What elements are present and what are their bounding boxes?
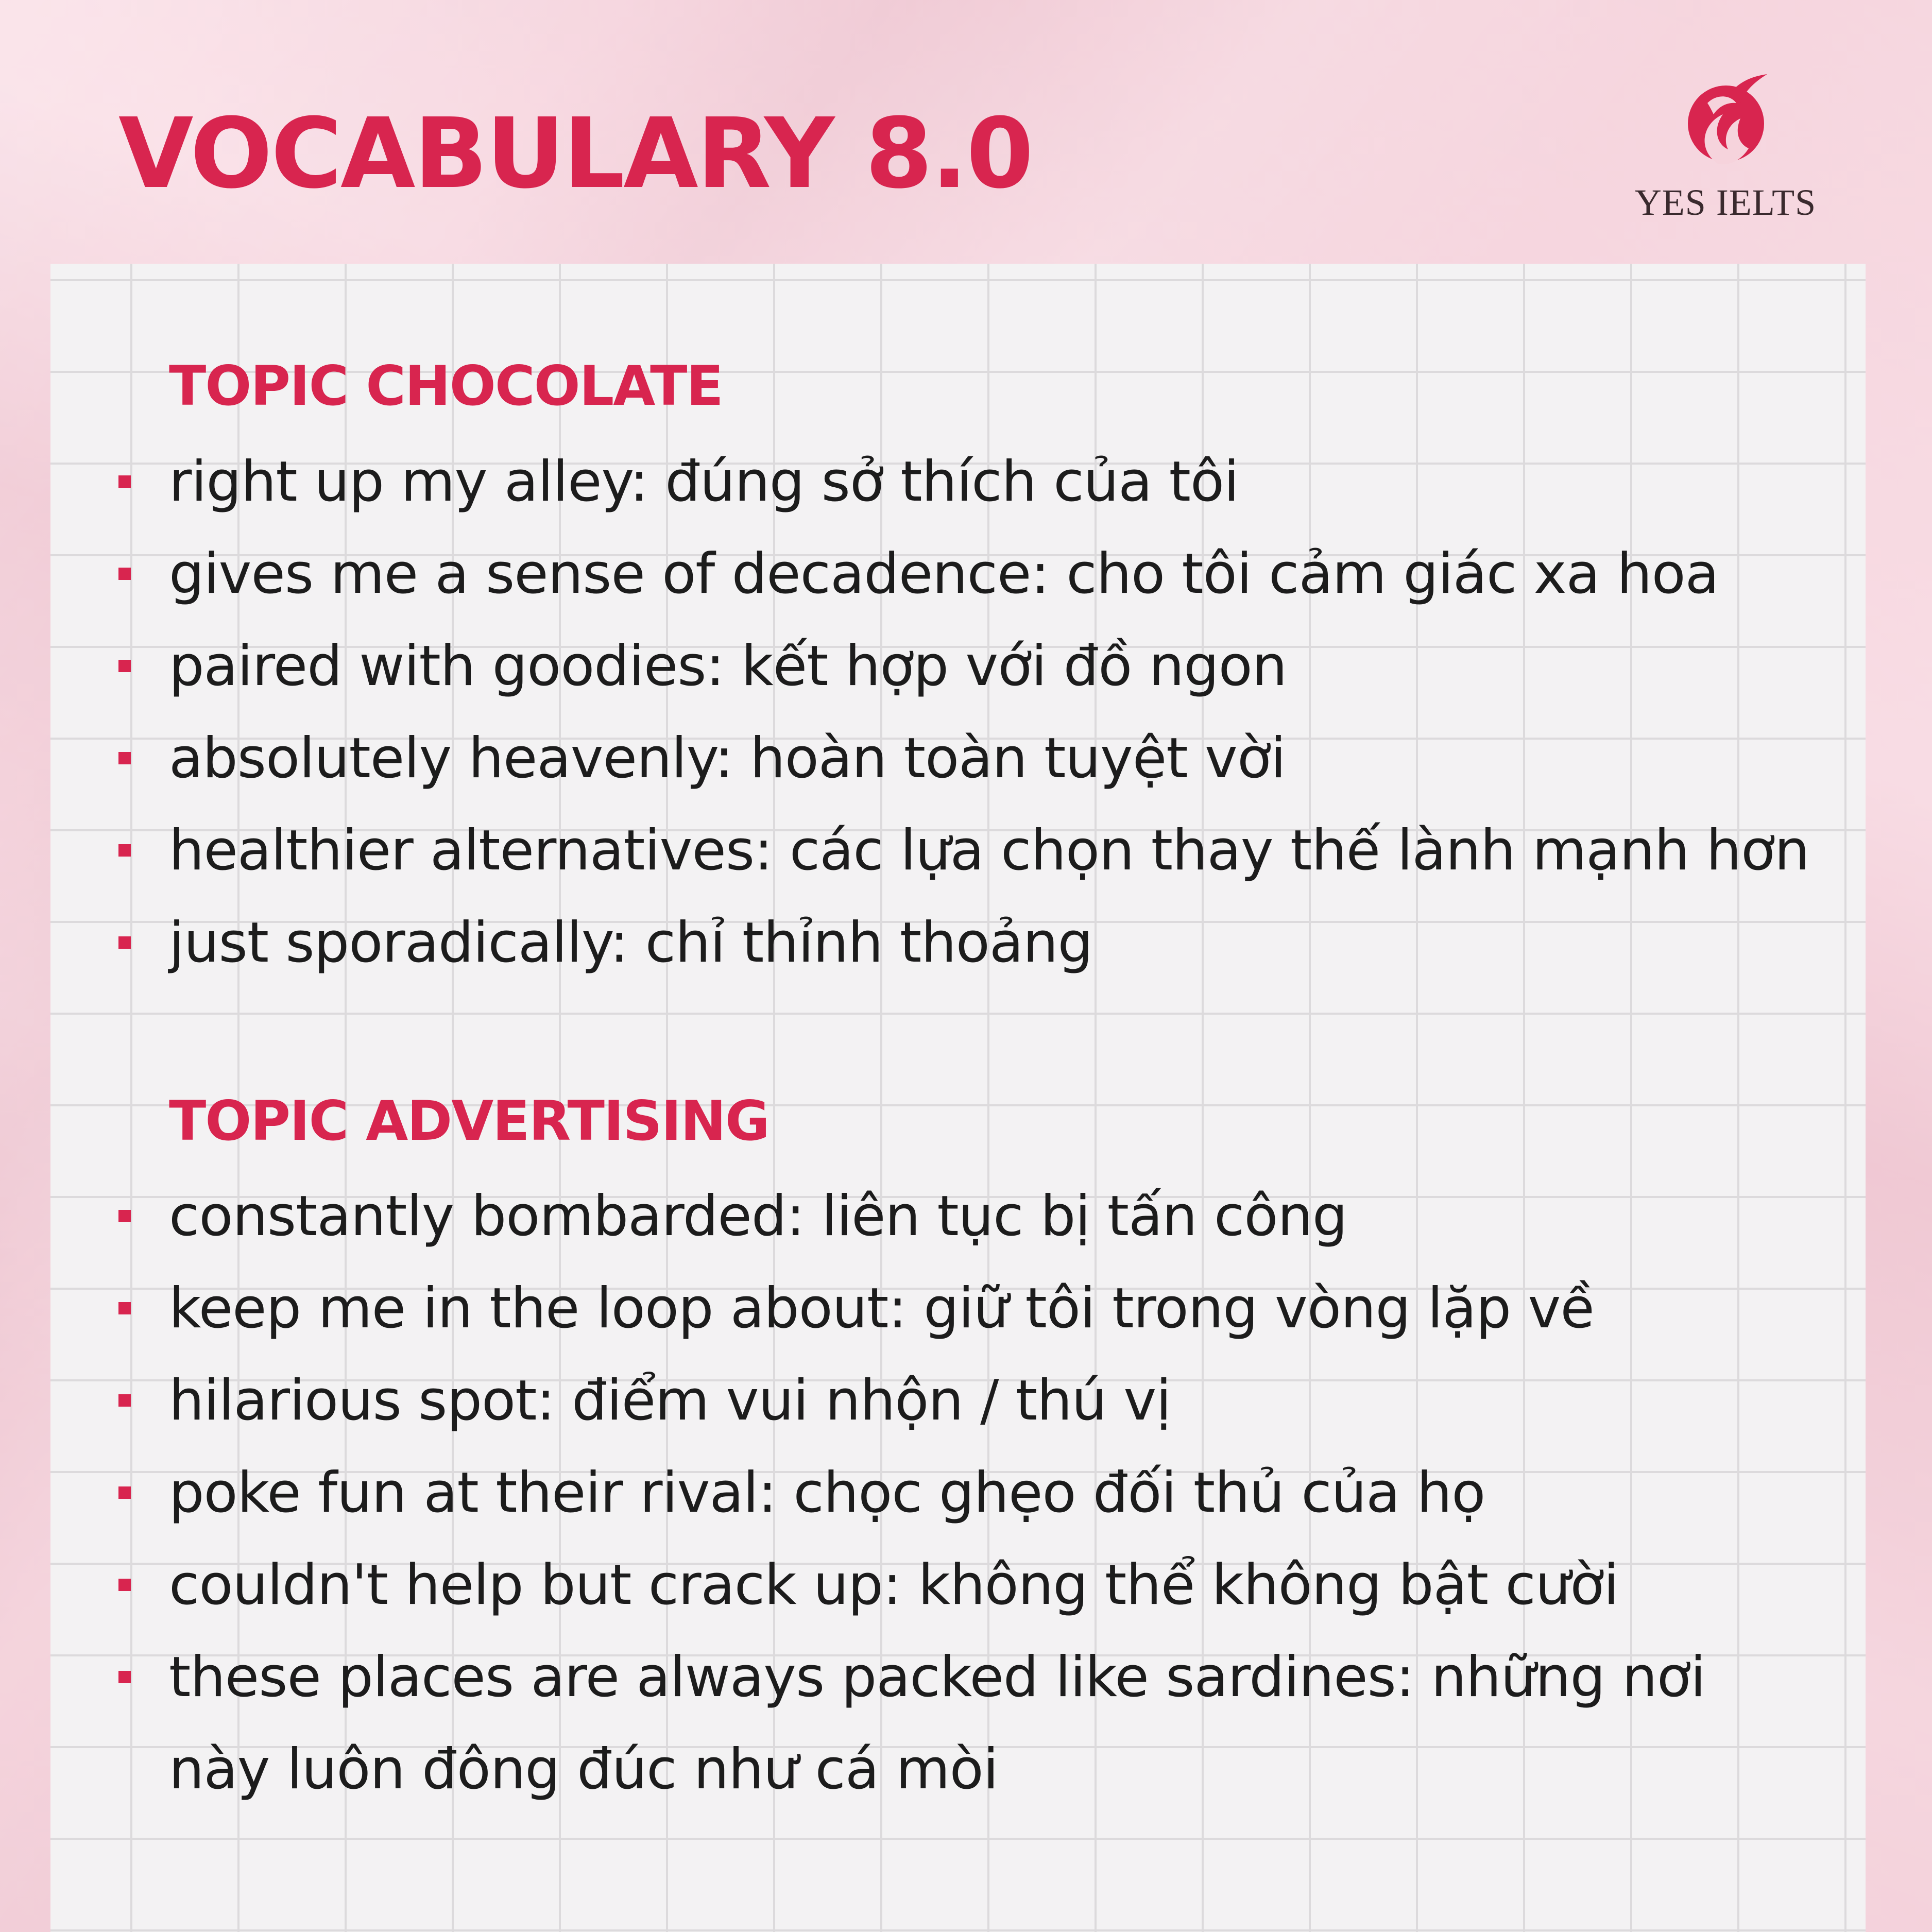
bullet-square-icon	[118, 1671, 131, 1683]
vocab-entry: constantly bombarded: liên tục bị tấn công	[169, 1184, 1347, 1249]
bullet-square-icon	[118, 1486, 131, 1499]
bullet-square-icon	[118, 1394, 131, 1407]
vocab-entry: these places are always packed like sardines: những nơi	[169, 1645, 1705, 1709]
vocab-entry: right up my alley: đúng sở thích của tôi	[169, 450, 1239, 514]
vocab-entry: just sporadically: chỉ thỉnh thoảng	[169, 911, 1093, 975]
vocab-entry: hilarious spot: điểm vui nhộn / thú vị	[169, 1369, 1171, 1433]
bullet-square-icon	[118, 1210, 131, 1222]
vocab-entry-continuation: này luôn đông đúc như cá mòi	[169, 1737, 998, 1802]
bullet-square-icon	[118, 1579, 131, 1591]
bullet-square-icon	[118, 568, 131, 580]
vocab-entry: absolutely heavenly: hoàn toàn tuyệt vời	[169, 726, 1286, 791]
brand-name: YES IELTS	[1634, 182, 1817, 223]
page-title: VOCABULARY 8.0	[118, 97, 1032, 210]
bullet-square-icon	[118, 752, 131, 764]
bullet-square-icon	[118, 475, 131, 488]
vocab-entry: keep me in the loop about: giữ tôi trong vòng lặp về	[169, 1276, 1594, 1341]
vocab-entry: healthier alternatives: các lựa chọn thay thế lành mạnh hơn	[169, 818, 1809, 883]
bullet-square-icon	[118, 936, 131, 949]
vocab-entry: paired with goodies: kết hợp với đồ ngon	[169, 634, 1287, 698]
vocab-entry: poke fun at their rival: chọc ghẹo đối thủ của họ	[169, 1461, 1485, 1525]
vocab-entry: couldn't help but crack up: không thể không bật cười	[169, 1553, 1619, 1617]
bullet-square-icon	[118, 660, 131, 672]
bullet-square-icon	[118, 1302, 131, 1314]
bullet-square-icon	[118, 844, 131, 857]
topic-heading-advertising: TOPIC ADVERTISING	[169, 1089, 769, 1153]
vocab-entry: gives me a sense of decadence: cho tôi cảm giác xa hoa	[169, 542, 1719, 606]
flame-logo-icon	[1687, 67, 1769, 170]
topic-heading-chocolate: TOPIC CHOCOLATE	[169, 354, 723, 418]
grid-paper-card	[50, 264, 1866, 1932]
brand-logo	[1622, 67, 1828, 227]
